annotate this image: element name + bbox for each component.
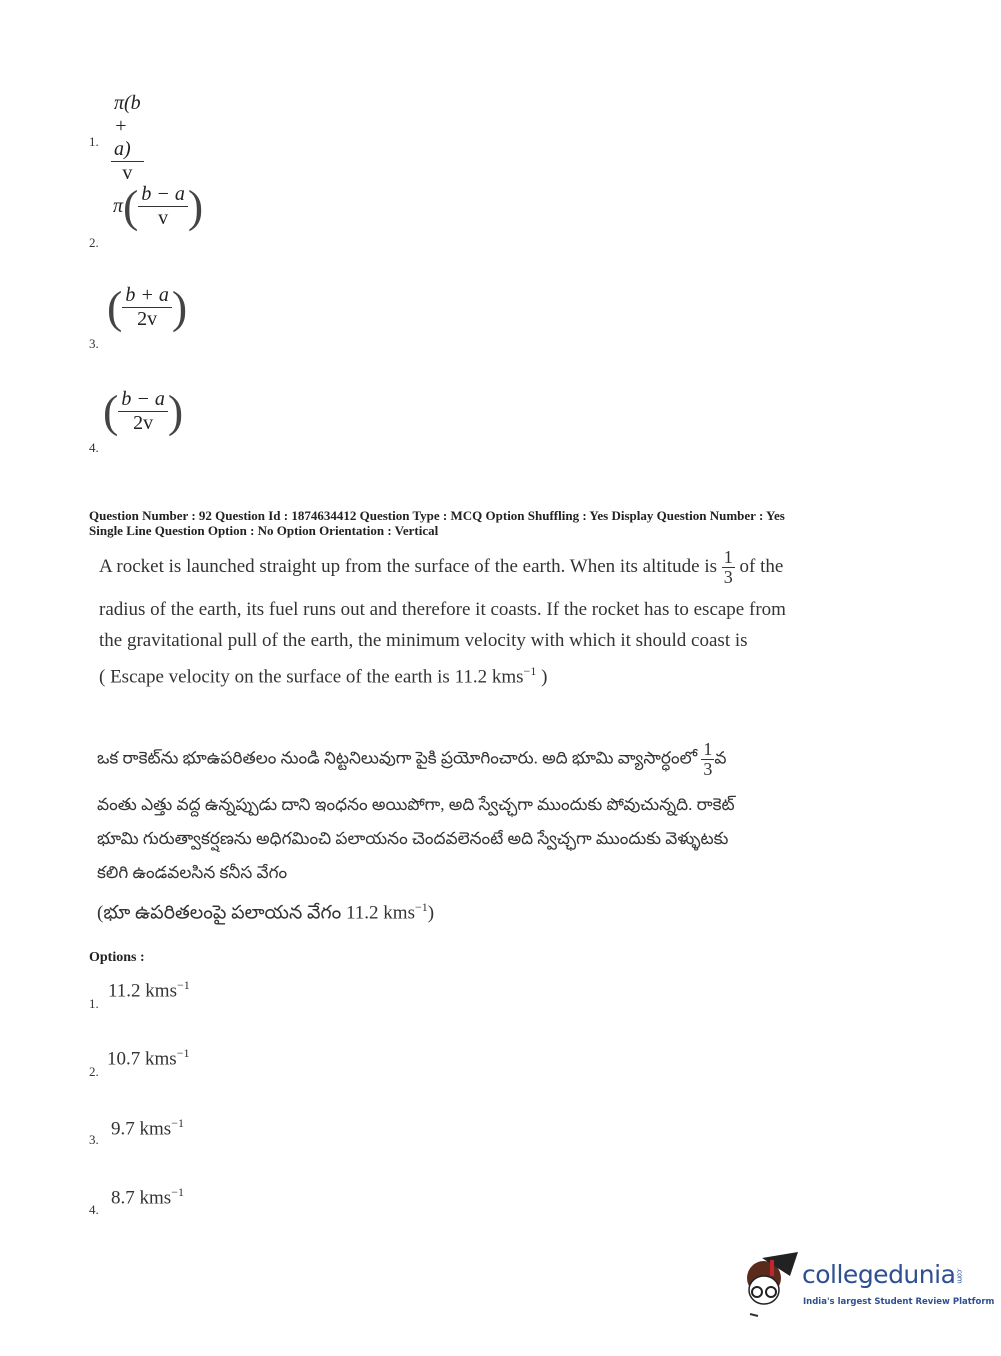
- meta-line-1: Question Number : 92 Question Id : 1874634412 Question Type : MCQ Option Shuffling : Yes Display Question Number : Yes: [89, 508, 785, 523]
- superscript: −1: [176, 1046, 190, 1060]
- numerator: 1: [723, 547, 733, 567]
- logo-tld: .com: [955, 1267, 964, 1283]
- options-label: Options :: [89, 950, 145, 965]
- option-number: 4.: [89, 440, 99, 455]
- option-number: 3.: [89, 1132, 99, 1147]
- fraction: [122, 284, 172, 331]
- fraction-one-third: [722, 548, 735, 587]
- denominator: 2v: [137, 308, 158, 330]
- logo-text: collegedunia: [802, 1260, 956, 1289]
- option-value: 10.7 kms: [107, 1048, 177, 1070]
- option-number: 1.: [89, 996, 99, 1011]
- superscript: −1: [523, 664, 537, 678]
- superscript: −1: [414, 900, 428, 914]
- text: వంతు ఎత్తు వద్ద ఉన్నప్పుడు దాని ఇంధనం అయిపోగా, అది స్వేచ్ఛగా ముందుకు పోవుచున్నది. రాకెట్: [97, 795, 735, 814]
- text: ): [536, 666, 548, 688]
- numerator: b − a: [138, 183, 188, 207]
- pi-symbol: π: [113, 195, 124, 217]
- option-number: 4.: [89, 1202, 99, 1217]
- fraction: [111, 92, 144, 185]
- denominator: 3: [703, 759, 713, 779]
- question-meta: [89, 508, 909, 538]
- logo-tagline: India's largest Student Review Platform: [803, 1297, 995, 1307]
- mascot-icon: [740, 1248, 802, 1318]
- fraction-one-third: [701, 740, 714, 779]
- option-value: 9.7 kms: [111, 1118, 172, 1140]
- option-value: 8.7 kms: [111, 1187, 172, 1209]
- denominator: 3: [723, 567, 733, 587]
- text: ): [427, 902, 435, 924]
- document-page: 1. $\frac{\pi(b + a)}{v}$ 2. π( $\frac{b - a}{v}$ ) 3. ( $\frac{b + a}{2v}$ ) 4. ( $\frac{b - a}{2v}$ ) Question Number : 92 Question Id : 1874634412 Question Type : MCQ Option Shuffling : Yes Display Question Number : Yes Single Line Question Option : No Option Orientation : Vertical A rocket is launched straight up from the surface of the earth. When its altitude is $\frac{1}{3}$ of the radius of the earth, its fuel runs out and therefore it coasts. If the rocket has to escape from the gravitational pull of the earth, the minimum velocity with which it should coast is ( Escape velocity on the surface of the earth is 11.2 kms$^{-1}$ ) ఒక రాకెట్‌ను భూఉపరితలం నుండి నిట్టనిలువుగా పైకి ప్రయోగించారు. అది భూమి వ్యాసార్ధంలో $\frac{1}{3}$ వ వంతు ఎత్తు వద్ద ఉన్నప్పుడు దాని ఇంధనం అయిపోగా, అది స్వేచ్ఛగా ముందుకు పోవుచున్నది. రాకెట్ భూమి గురుత్వాకర్షణను అధిగమించి పలాయనం చెందవలెనంటే అది స్వేచ్ఛగా ముందుకు వెళ్ళుటకు కలిగి ఉండవలసిన కనీస వేగం (భూ ఉపరితలంపై పలాయన వేగం 11.2 kms$^{-1}$) Options : 1. 11.2 kms$^{-1}$ 2. 10.7 kms$^{-1}$ 3. 9.7 kms$^{-1}$ 4. 8.7 kms$^{-1}$ collegedunia.com India's largest Student Review Platform: [0, 0, 1001, 1356]
- question-text-telugu: [97, 740, 887, 930]
- text: ఒక రాకెట్‌ను భూఉపరితలం నుండి నిట్టనిలువుగా పైకి ప్రయోగించారు. అది భూమి వ్యాసార్ధంలో: [97, 748, 698, 768]
- fraction: [138, 183, 188, 230]
- collegedunia-logo: [740, 1248, 995, 1323]
- option-value: 11.2 kms: [108, 980, 177, 1002]
- superscript: −1: [171, 1116, 184, 1130]
- denominator: 2v: [133, 412, 154, 434]
- superscript: −1: [171, 1185, 184, 1199]
- fraction: [118, 388, 168, 435]
- text: of the: [739, 555, 784, 577]
- option-number: 1.: [89, 134, 99, 149]
- meta-line-2: Single Line Question Option : No Option Orientation : Vertical: [89, 523, 439, 538]
- text: A rocket is launched straight up from the surface of the earth. When its altitude is: [99, 555, 718, 577]
- text: ( Escape velocity on the surface of the earth is 11.2 kms: [99, 666, 524, 688]
- question-text-english: [99, 548, 889, 692]
- text: the gravitational pull of the earth, the minimum velocity with which it should coast is: [99, 630, 748, 651]
- text: (భూ ఉపరితలంపై పలాయన వేగం 11.2 kms: [97, 902, 415, 924]
- text: భూమి గురుత్వాకర్షణను అధిగమించి పలాయనం చెందవలెనంటే అది స్వేచ్ఛగా ముందుకు వెళ్ళుటకు: [97, 829, 729, 848]
- text: వ: [714, 748, 727, 768]
- numerator: b − a: [118, 388, 168, 412]
- denominator: v: [122, 162, 133, 184]
- option-number: 2.: [89, 1064, 99, 1079]
- option-number: 3.: [89, 336, 99, 351]
- option-number: 2.: [89, 235, 99, 250]
- numerator: 1: [703, 739, 713, 759]
- superscript: −1: [176, 978, 190, 992]
- numerator: π(b + a): [111, 92, 144, 162]
- text: radius of the earth, its fuel runs out and therefore it coasts. If the rocket has to escape from: [99, 599, 786, 620]
- denominator: v: [158, 207, 169, 229]
- numerator: b + a: [122, 284, 172, 308]
- text: కలిగి ఉండవలసిన కనీస వేగం: [97, 863, 288, 882]
